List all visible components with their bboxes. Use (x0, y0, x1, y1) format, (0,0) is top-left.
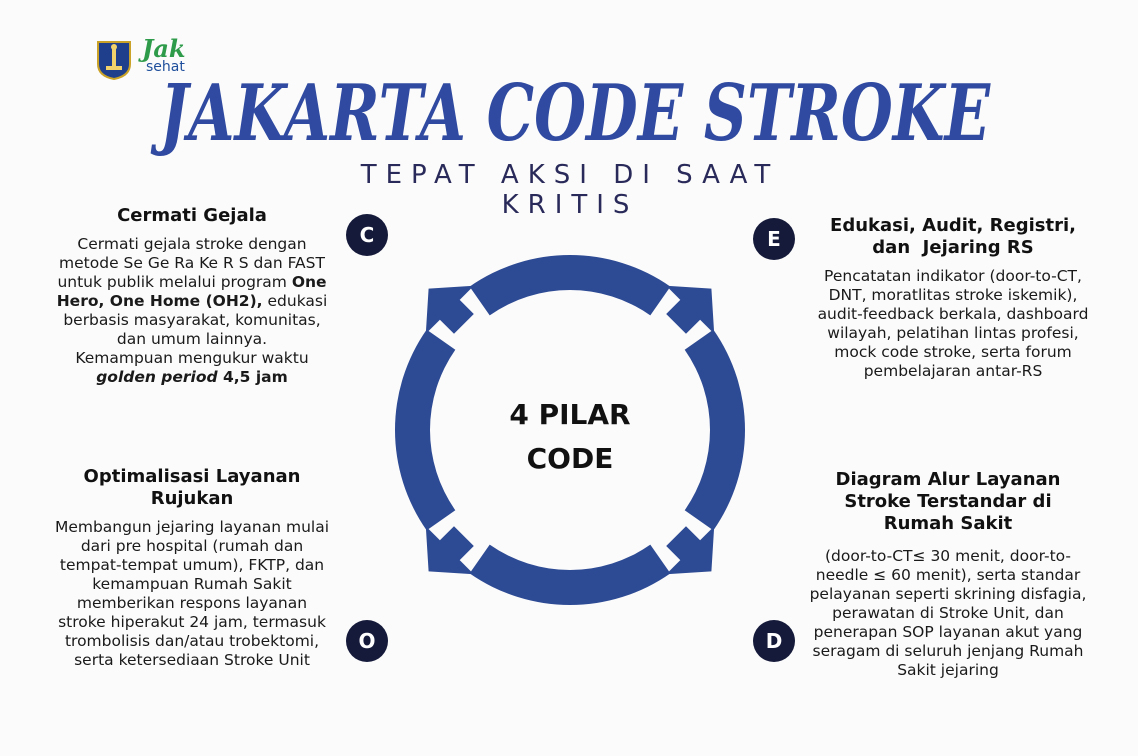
arc-e-arrowhead (666, 286, 714, 334)
badge-o: O (346, 620, 388, 662)
arc-top (470, 255, 671, 315)
golden-period-label: golden period (96, 368, 218, 386)
pillar-d-block (800, 469, 1096, 680)
pillar-d-heading: Diagram Alur Layanan Stroke Terstandar di Rumah Sakit (835, 469, 1061, 534)
pillar-e-heading: Edukasi, Audit, Registri, dan Jejaring RS (830, 215, 1076, 258)
arc-d-arrowhead (666, 526, 714, 574)
subtitle: TEPAT AKSI DI SAAT KRITIS (360, 160, 780, 220)
oh2-program-label: One Hero, One Home (OH2), (56, 273, 327, 310)
pillar-c-block (52, 205, 332, 387)
pillar-o-block (52, 466, 332, 670)
logo-sehat-text: sehat (146, 59, 185, 75)
center-label-line2: CODE (526, 442, 614, 475)
pillar-c-text: Cermati gejala stroke dengan metode Se Ge Ra Ke R S dan FAST untuk publik melalui program One Hero, One Home (OH2), edukasi berbasis masyarakat, komunitas, dan umum lainnya. Kemampuan mengukur waktu golden period 4,5 jam (56, 235, 328, 386)
badge-c: C (346, 214, 388, 256)
center-label-line1: 4 PILAR (509, 398, 631, 431)
arc-o-arrowhead (426, 526, 474, 574)
arc-left (395, 330, 455, 531)
pillar-e-block (808, 215, 1098, 381)
main-title-text: JAKARTA CODE STROKE (150, 68, 992, 159)
jakarta-emblem-logo (96, 40, 132, 80)
badge-e: E (753, 218, 795, 260)
badge-d: D (753, 620, 795, 662)
center-label (470, 393, 670, 481)
pillar-o-text: Membangun jejaring layanan mulai dari pre hospital (rumah dan tempat-tempat umum), FKTP, dan kemampuan Rumah Sakit memberikan respons layanan stroke hiperakut 24 jam, termasuk trombolisis dan/atau trobektomi, serta ketersediaan Stroke Unit (54, 518, 330, 669)
pillar-d-text: (door-to-CT≤ 30 menit, door-to-needle ≤ 60 menit), serta standar pelayanan seperti skrining disfagia, perawatan di Stroke Unit, dan penerapan SOP layanan akut yang seragam di seluruh jenjang Rumah Sakit jejaring (809, 547, 1087, 679)
arc-c-arrowhead (426, 286, 474, 334)
pillar-e-text: Pencatatan indikator (door-to-CT, DNT, moratlitas stroke iskemik), audit-feedback berkala, dashboard wilayah, pelatihan lintas profesi, mock code stroke, serta forum pembelajaran antar-RS (817, 267, 1089, 380)
pillar-c-heading: Cermati Gejala (117, 205, 267, 226)
logo-jak-text: Jak (142, 34, 186, 63)
arc-bottom (470, 545, 671, 605)
main-title (150, 52, 1000, 172)
arc-right (685, 330, 745, 531)
pillar-o-heading: Optimalisasi Layanan Rujukan (83, 466, 301, 509)
